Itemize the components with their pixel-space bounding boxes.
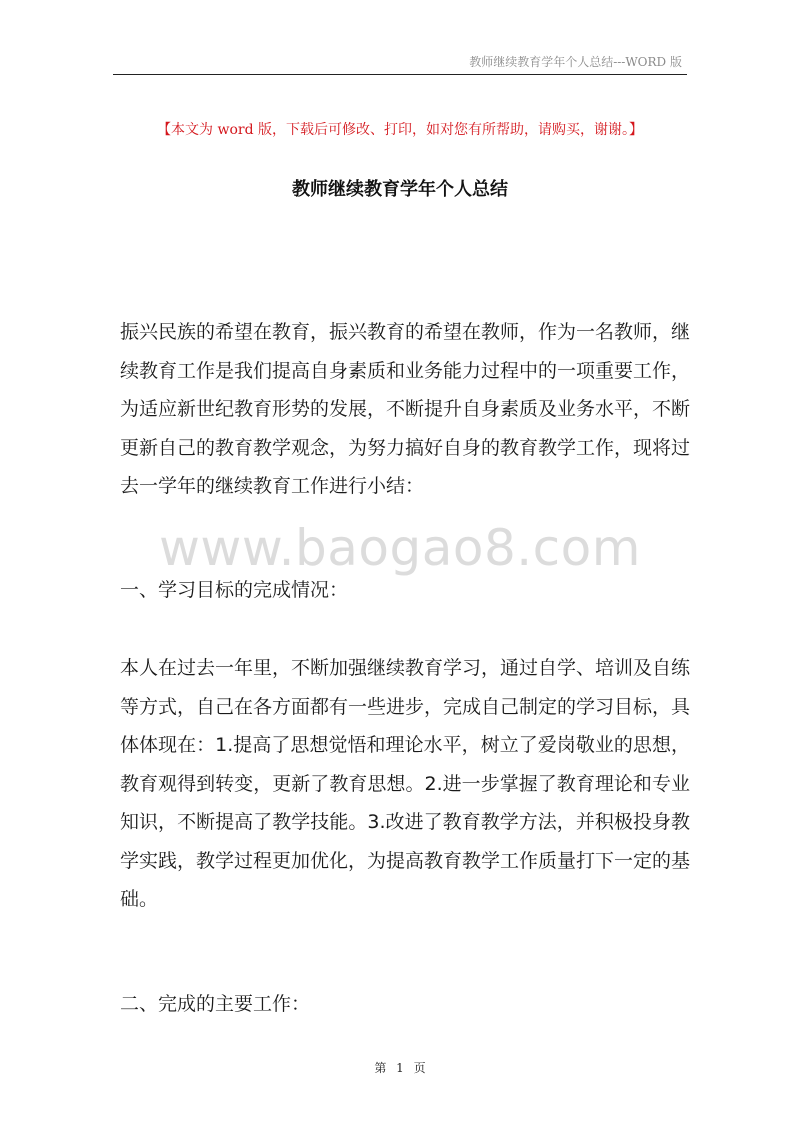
section-body-1: 本人在过去一年里，不断加强继续教育学习，通过自学、培训及自练等方式，自己在各方面都有一些进步，完成自己制定的学习目标，具体体现在：1.提高了思想觉悟和理论水平，树立了爱岗敬业的思想，教育观得到转变，更新了教育思想。2.进一步掌握了教育理论和专业知识，不断提高了教学技能。3.改进了教育教学方法，并积极投身教学实践，教学过程更加优化，为提高教育教学工作质量打下一定的基础。 <box>120 657 691 910</box>
document-title: 教师继续教育学年个人总结 <box>292 179 508 200</box>
page-number: 1 <box>396 1061 404 1075</box>
watermark: www.baogao8.com <box>159 519 641 577</box>
section-heading-2: 二、完成的主要工作： <box>120 993 311 1015</box>
page-footer <box>0 1059 800 1076</box>
footer-prefix: 第 <box>374 1061 387 1075</box>
footer-suffix: 页 <box>413 1061 426 1075</box>
running-header: 教师继续教育学年个人总结---WORD 版 <box>469 55 682 69</box>
purchase-notice: 【本文为 word 版，下载后可修改、打印，如对您有所帮助，请购买，谢谢。】 <box>157 122 643 138</box>
header-divider <box>113 74 687 75</box>
intro-paragraph: 振兴民族的希望在教育，振兴教育的希望在教师，作为一名教师，继续教育工作是我们提高自身素质和业务能力过程中的一项重要工作，为适应新世纪教育形势的发展，不断提升自身素质及业务水平，不断更新自己的教育教学观念，为努力搞好自身的教育教学工作，现将过去一学年的继续教育工作进行小结： <box>120 321 691 497</box>
section-heading-1: 一、学习目标的完成情况： <box>120 579 349 601</box>
